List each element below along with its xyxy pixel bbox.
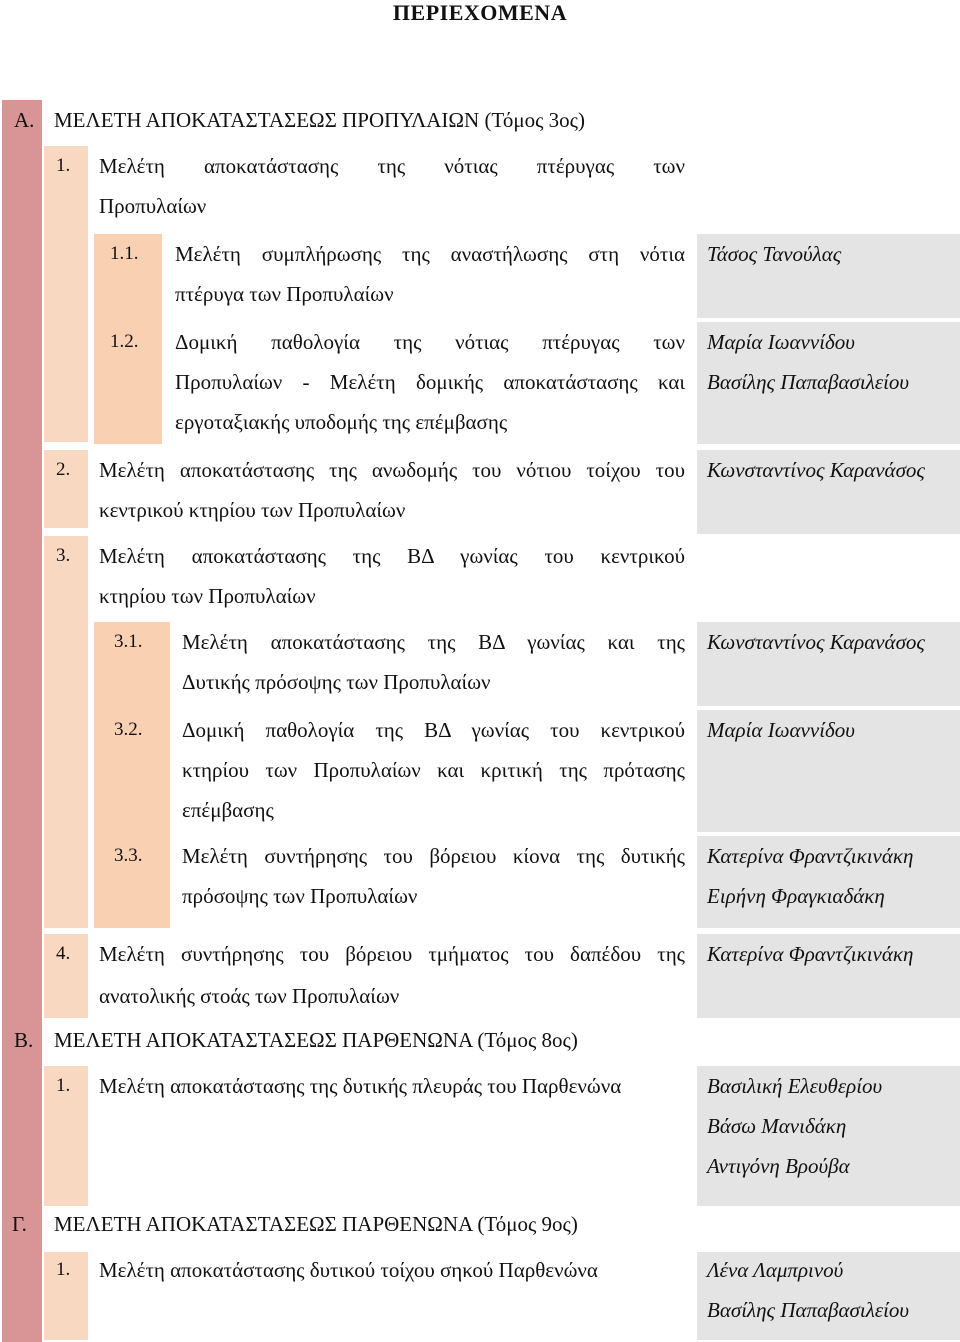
- section-b-letter: Β.: [14, 1028, 34, 1052]
- page-title: ΠΕΡΙΕΧΟΜΕΝΑ: [392, 0, 568, 25]
- item-a3-title-line2: κτηρίου των Προπυλαίων: [99, 584, 316, 608]
- subitem-a31-title-line2: Δυτικής πρόσοψης των Προπυλαίων: [182, 670, 491, 694]
- subitem-a33-author-2: Ειρήνη Φραγκιαδάκη: [707, 884, 885, 908]
- item-a4-author: Κατερίνα Φραντζικινάκη: [707, 942, 914, 966]
- section-a-letter-band: [2, 100, 42, 1032]
- subitem-a33-author-1: Κατερίνα Φραντζικινάκη: [707, 844, 914, 868]
- item-a1-title-line1: Μελέτη αποκατάστασης της νότιας πτέρυγας των: [99, 154, 685, 178]
- item-a4-number: 4.: [56, 943, 71, 964]
- subitem-a33-number: 3.3.: [114, 845, 143, 866]
- item-b1-author-2: Βάσω Μανιδάκη: [707, 1114, 847, 1138]
- subitem-a33-title-line1: Μελέτη συντήρησης του βόρειου κίονα της δυτικής: [182, 844, 685, 868]
- subitem-a12-author-2: Βασίλης Παπαβασιλείου: [707, 370, 910, 394]
- item-a3-title-line1: Μελέτη αποκατάστασης της ΒΔ γωνίας του κεντρικού: [99, 544, 685, 568]
- section-b-heading: ΜΕΛΕΤΗ ΑΠΟΚΑΤΑΣΤΑΣΕΩΣ ΠΑΡΘΕΝΩΝΑ (Τόμος 8ος): [54, 1028, 578, 1052]
- item-a2-title-line1: Μελέτη αποκατάστασης της ανωδομής του νότιου τοίχου του: [99, 458, 685, 482]
- item-a1-number: 1.: [56, 155, 71, 176]
- item-c1-number: 1.: [56, 1259, 71, 1280]
- item-c1-title: Μελέτη αποκατάστασης δυτικού τοίχου σηκού Παρθενώνα: [99, 1258, 598, 1282]
- subitem-a12-title-line2: Προπυλαίων - Μελέτη δομικής αποκατάστασης και: [175, 370, 685, 394]
- subitem-a12-number: 1.2.: [110, 331, 139, 352]
- subitem-a11-title-line2: πτέρυγα των Προπυλαίων: [175, 282, 394, 306]
- section-a-heading: ΜΕΛΕΤΗ ΑΠΟΚΑΤΑΣΤΑΣΕΩΣ ΠΡΟΠΥΛΑΙΩΝ (Τόμος 3ος): [54, 108, 585, 132]
- subitem-a32-number: 3.2.: [114, 719, 143, 740]
- item-c1-author-1: Λένα Λαμπρινού: [707, 1258, 844, 1282]
- item-a2-author: Κωνσταντίνος Καρανάσος: [707, 458, 925, 482]
- item-b1-author-3: Αντιγόνη Βρούβα: [707, 1154, 850, 1178]
- item-b1-title: Μελέτη αποκατάστασης της δυτικής πλευράς του Παρθενώνα: [99, 1074, 622, 1098]
- subitem-a12-title-line3: εργοταξιακής υποδομής της επέμβασης: [175, 410, 508, 434]
- item-a1-title-line2: Προπυλαίων: [99, 194, 207, 218]
- item-a3-number-band: [44, 536, 88, 928]
- section-a-letter: Α.: [14, 108, 35, 132]
- subitem-a33-title-line2: πρόσοψης των Προπυλαίων: [182, 884, 418, 908]
- section-c-letter: Γ.: [12, 1212, 27, 1236]
- item-a4-title-line2: ανατολικής στοάς των Προπυλαίων: [99, 984, 400, 1008]
- subitem-a11-title-line1: Μελέτη συμπλήρωσης της αναστήλωσης στη νότια: [175, 242, 685, 266]
- subitem-a32-title-line3: επέμβασης: [182, 798, 274, 822]
- item-a4-title-line1: Μελέτη συντήρησης του βόρειου τμήματος του δαπέδου της: [99, 942, 685, 966]
- subitem-a31-title-line1: Μελέτη αποκατάστασης της ΒΔ γωνίας και της: [182, 630, 685, 654]
- item-a3-number: 3.: [56, 545, 71, 566]
- subitem-a31-author: Κωνσταντίνος Καρανάσος: [707, 630, 925, 654]
- subitem-a32-author: Μαρία Ιωαννίδου: [707, 718, 855, 742]
- subitem-a11-number: 1.1.: [110, 243, 139, 264]
- item-c1-author-2: Βασίλης Παπαβασιλείου: [707, 1298, 910, 1322]
- subitem-a12-author-1: Μαρία Ιωαννίδου: [707, 330, 855, 354]
- subitem-a32-title-line1: Δομική παθολογία της ΒΔ γωνίας του κεντρικού: [182, 718, 685, 742]
- subitem-a31-number: 3.1.: [114, 631, 143, 652]
- subitem-a3-number-band: [94, 622, 170, 928]
- section-c-heading: ΜΕΛΕΤΗ ΑΠΟΚΑΤΑΣΤΑΣΕΩΣ ΠΑΡΘΕΝΩΝΑ (Τόμος 9ος): [54, 1212, 578, 1236]
- item-a2-number: 2.: [56, 459, 71, 480]
- subitem-a12-title-line1: Δομική παθολογία της νότιας πτέρυγας των: [175, 330, 685, 354]
- item-b1-author-1: Βασιλική Ελευθερίου: [707, 1074, 883, 1098]
- subitem-a11-author: Τάσος Τανούλας: [707, 242, 842, 266]
- item-a1-number-band: [44, 146, 88, 442]
- item-a2-title-line2: κεντρικού κτηρίου των Προπυλαίων: [99, 498, 406, 522]
- subitem-a32-title-line2: κτηρίου των Προπυλαίων και κριτική της πρότασης: [182, 758, 685, 782]
- item-b1-number: 1.: [56, 1075, 71, 1096]
